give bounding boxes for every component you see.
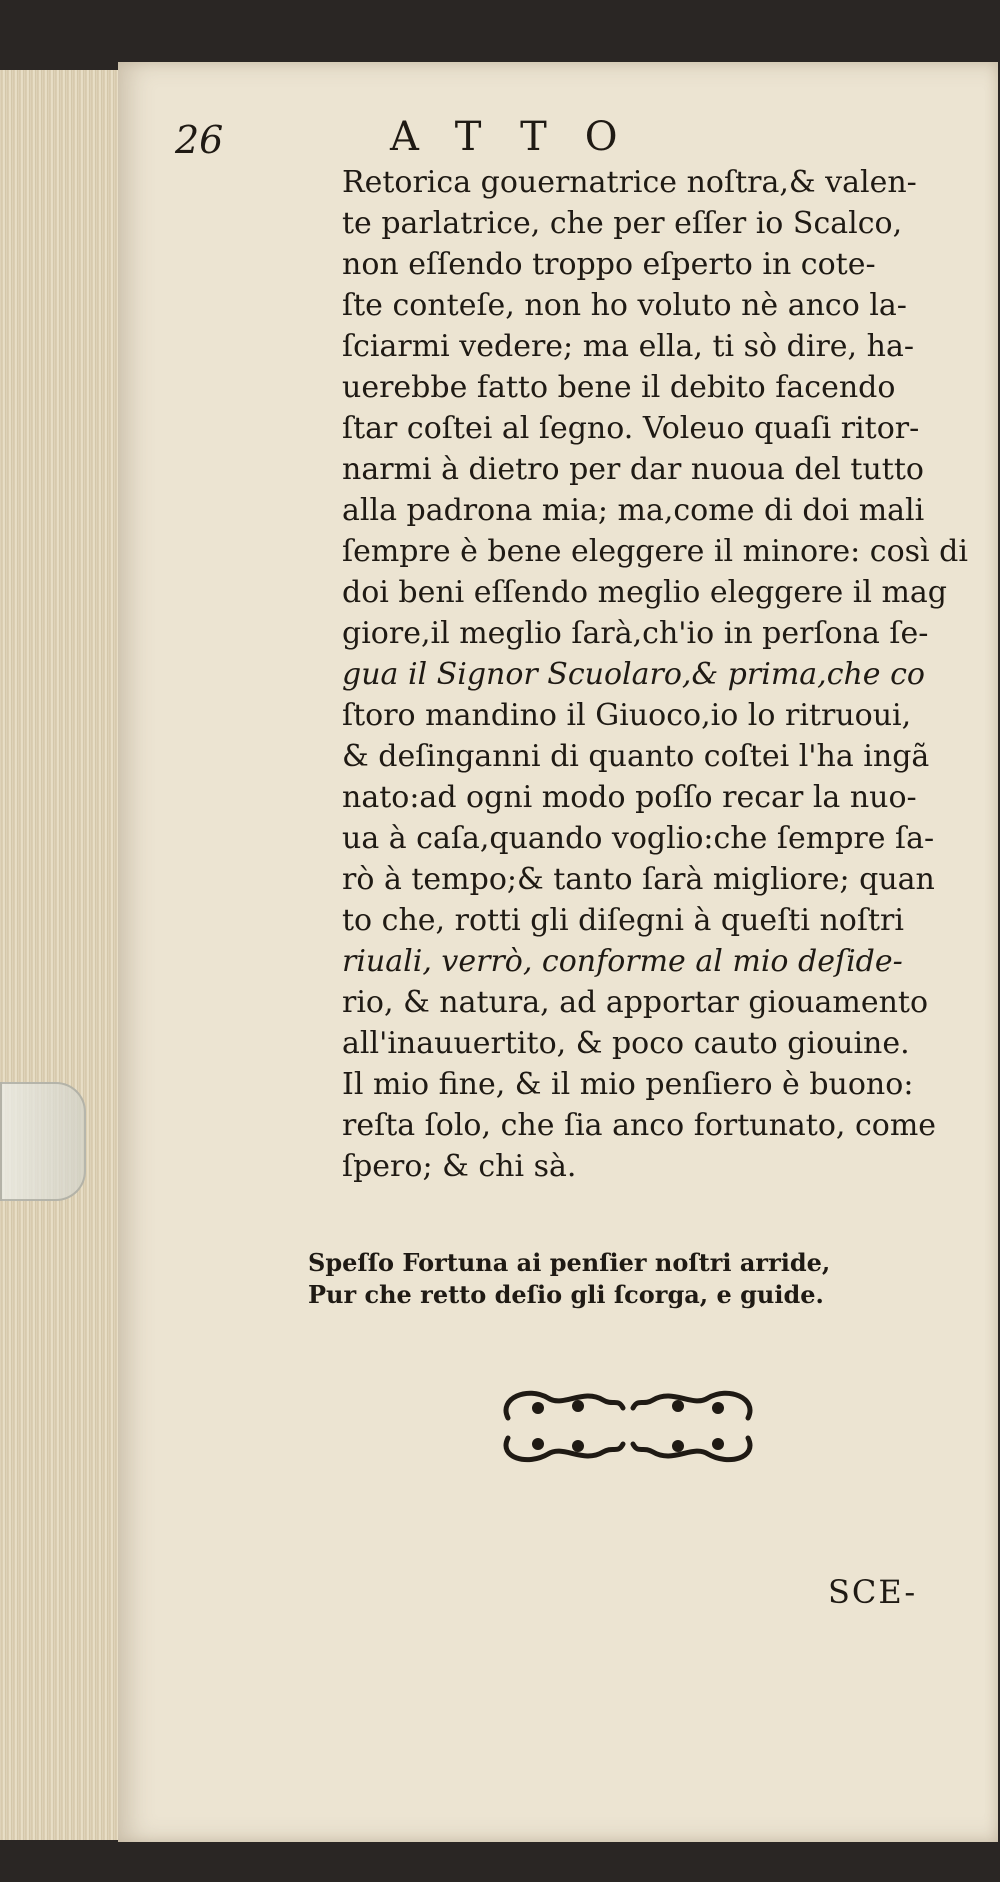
text-line: ſpero; & chi sà. (342, 1149, 577, 1184)
text-line: te parlatrice, che per eſſer io Scalco, (342, 206, 903, 241)
text-line: ſciarmi vedere; ma ella, ti sò dire, ha- (342, 329, 914, 364)
text-line: ſtoro mandino il Giuoco,io lo ritruoui, (342, 698, 912, 733)
text-line: nato:ad ogni modo poſſo recar la nuo- (342, 780, 917, 815)
text-line: uerebbe fatto bene il debito facendo (342, 370, 896, 405)
page-clip (0, 1082, 86, 1201)
page-number: 26 (175, 118, 224, 162)
text-line: gua il Signor Scuolaro,& prima,che co (342, 657, 925, 692)
closing-motto (308, 1247, 948, 1311)
text-line: rio, & natura, ad apportar giouamento (342, 985, 929, 1020)
text-line: non eſſendo troppo eſperto in cote- (342, 247, 876, 282)
text-line: giore,il meglio ſarà,ch'io in perſona ſe- (342, 616, 929, 651)
printers-ornament (488, 1378, 768, 1470)
text-line: ſtar coſtei al ſegno. Voleuo quaſi ritor- (342, 411, 920, 446)
running-head: ATTO (390, 114, 656, 160)
body-text (342, 162, 982, 1187)
text-line: ſempre è bene eleggere il minore: così di (342, 534, 968, 569)
text-line: & deſinganni di quanto coſtei l'ha ingã (342, 739, 930, 774)
text-line: Il mio fine, & il mio penſiero è buono: (342, 1067, 914, 1102)
motto-line: Speſſo Fortuna ai penſier noſtri arride, (308, 1248, 831, 1277)
text-line: ua à caſa,quando voglio:che ſempre ſa- (342, 821, 935, 856)
motto-line: Pur che retto deſio gli ſcorga, e guide. (308, 1280, 824, 1309)
text-line: ſte conteſe, non ho voluto nè anco la- (342, 288, 907, 323)
text-line: Retorica gouernatrice noſtra,& valen- (342, 165, 917, 200)
catchword: SCE- (828, 1573, 918, 1611)
text-line: riuali, verrò, conforme al mio deſide- (342, 944, 903, 979)
text-line: to che, rotti gli diſegni à queſti noſtri (342, 903, 904, 938)
text-line: reſta ſolo, che ſia anco fortunato, come (342, 1108, 937, 1143)
text-line: rò à tempo;& tanto ſarà migliore; quan (342, 862, 935, 897)
text-line: narmi à dietro per dar nuoua del tutto (342, 452, 924, 487)
text-line: all'inauuertito, & poco cauto giouine. (342, 1026, 910, 1061)
text-line: alla padrona mia; ma,come di doi mali (342, 493, 925, 528)
text-line: doi beni eſſendo meglio eleggere il mag (342, 575, 947, 610)
page-edges (0, 70, 130, 1840)
page-header (175, 114, 875, 168)
